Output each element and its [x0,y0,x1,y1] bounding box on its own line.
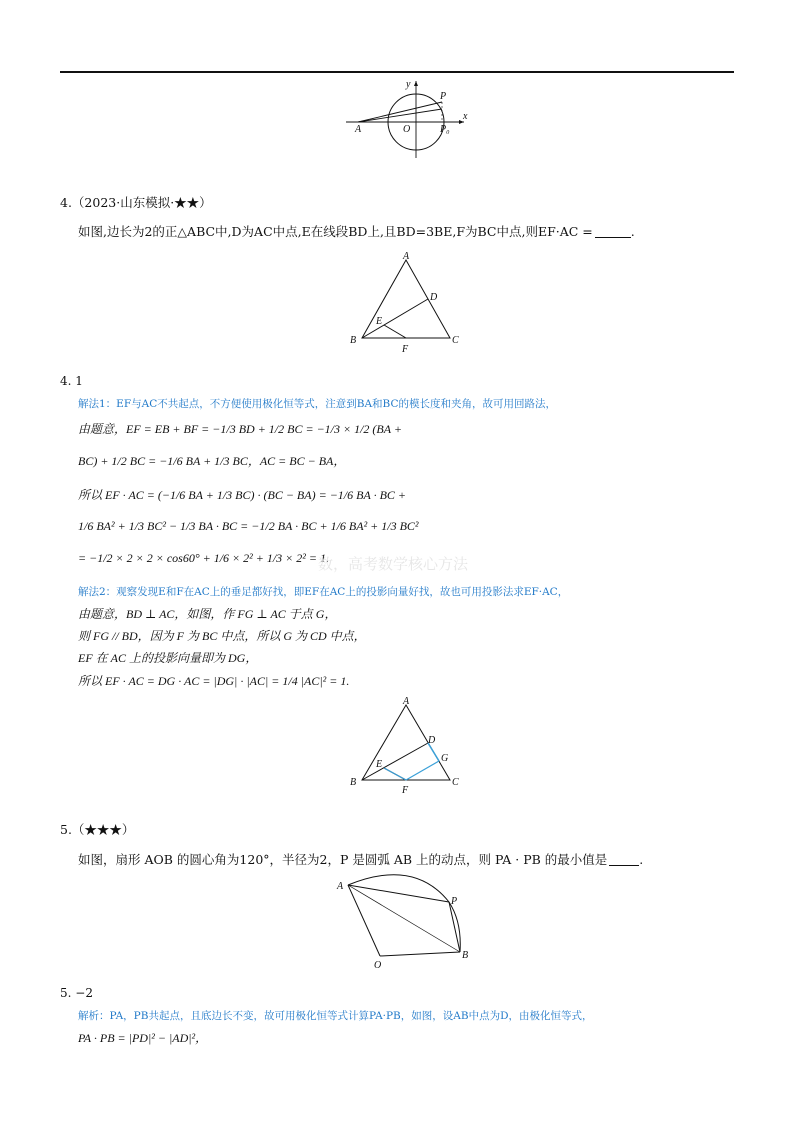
triangle-figure-2 [344,697,464,797]
q4-method2-note: 解法2：观察发现E和F在AC上的垂足都好找，即EF在AC上的投影向量好找，故也可用投影法求EF·AC， [78,586,569,598]
svg-text:O: O [374,960,382,970]
svg-text:C: C [452,777,459,788]
header-rule [60,71,734,73]
svg-text:B: B [462,950,469,961]
svg-text:F: F [402,785,409,796]
svg-text:B: B [350,335,357,346]
q5-stem-text: 如图，扇形 AOB 的圆心角为120°，半径为2，P 是圆弧 AB 上的动点，则 PA · PB 的最小值是 [78,852,608,867]
svg-text:C: C [452,335,459,346]
triangle-figure-1 [344,250,464,355]
svg-text:A: A [403,251,410,262]
unit-circle-figure [340,78,470,160]
q4-answer: 4. 1 [60,374,83,388]
svg-text:O: O [403,124,411,135]
q4-stem-text: 如图,边长为2的正△ABC中,D为AC中点,E在线段BD上,且BD=3BE,F为BC中点,则EF·AC = [78,224,593,239]
answer-blank [609,855,639,866]
svg-text:x: x [463,111,468,122]
q4-method1-line1: 由题意，EF = EB + BF = −1/3 BD + 1/2 BC = −1/3 × 1/2 (BA + [78,422,402,436]
watermark: 数，高考数学核心方法 [318,555,469,573]
svg-text:E: E [376,316,383,327]
svg-text:B: B [350,777,357,788]
q4-method2-line1: 由题意，BD ⊥ AC，如图，作 FG ⊥ AC 于点 G， [78,607,337,621]
q5-formula: PA · PB = |PD|² − |AD|²， [78,1031,208,1045]
svg-text:y: y [406,79,411,90]
q5-stem: 如图，扇形 AOB 的圆心角为120°，半径为2，P 是圆弧 AB 上的动点，则 PA · PB 的最小值是 . [78,852,644,867]
q4-method2-line4: 所以 EF · AC = DG · AC = |DG| · |AC| = 1/4 |AC|² = 1. [78,674,350,688]
svg-text:P: P [440,91,447,102]
q4-method1-line2: BC) + 1/2 BC = −1/6 BA + 1/3 BC，AC = BC − BA， [78,454,346,468]
svg-text:P: P [451,896,458,907]
svg-text:G: G [441,753,449,764]
q4-method1-line3: 所以 EF · AC = (−1/6 BA + 1/3 BC) · (BC − BA) = −1/6 BA · BC + [78,488,406,502]
q4-method2-line2: 则 FG // BD，因为 F 为 BC 中点，所以 G 为 CD 中点， [78,629,366,643]
svg-text:A: A [337,881,344,892]
svg-text:P₀: P₀ [440,124,450,135]
q5-note: 解析：PA，PB共起点，且底边长不变，故可用极化恒等式计算PA·PB，如图，设AB中点为D，由极化恒等式， [78,1010,593,1022]
svg-text:A: A [403,697,410,707]
answer-blank [595,227,631,238]
q5-heading: 5.（★★★） [60,822,135,837]
q5-answer: 5. −2 [60,986,93,1000]
q4-stem: 如图,边长为2的正△ABC中,D为AC中点,E在线段BD上,且BD=3BE,F为BC中点,则EF·AC = . [78,224,635,239]
svg-text:D: D [430,292,438,303]
q4-method2-line3: EF 在 AC 上的投影向量即为 DG， [78,651,258,665]
q4-method1-line5: = −1/2 × 2 × 2 × cos60° + 1/6 × 2² + 1/3 × 2² = 1. [78,551,329,565]
svg-text:A: A [355,124,362,135]
svg-text:F: F [402,344,409,355]
svg-text:E: E [376,759,383,770]
sector-figure [334,872,480,970]
q4-method1-note: 解法1：EF与AC不共起点，不方便使用极化恒等式，注意到BA和BC的模长度和夹角，故可用回路法， [78,398,556,410]
q4-method1-line4: 1/6 BA² + 1/3 BC² − 1/3 BA · BC = −1/2 BA · BC + 1/6 BA² + 1/3 BC² [78,519,419,533]
svg-text:D: D [428,735,436,746]
q4-heading: 4.（2023·山东模拟·★★） [60,195,212,210]
